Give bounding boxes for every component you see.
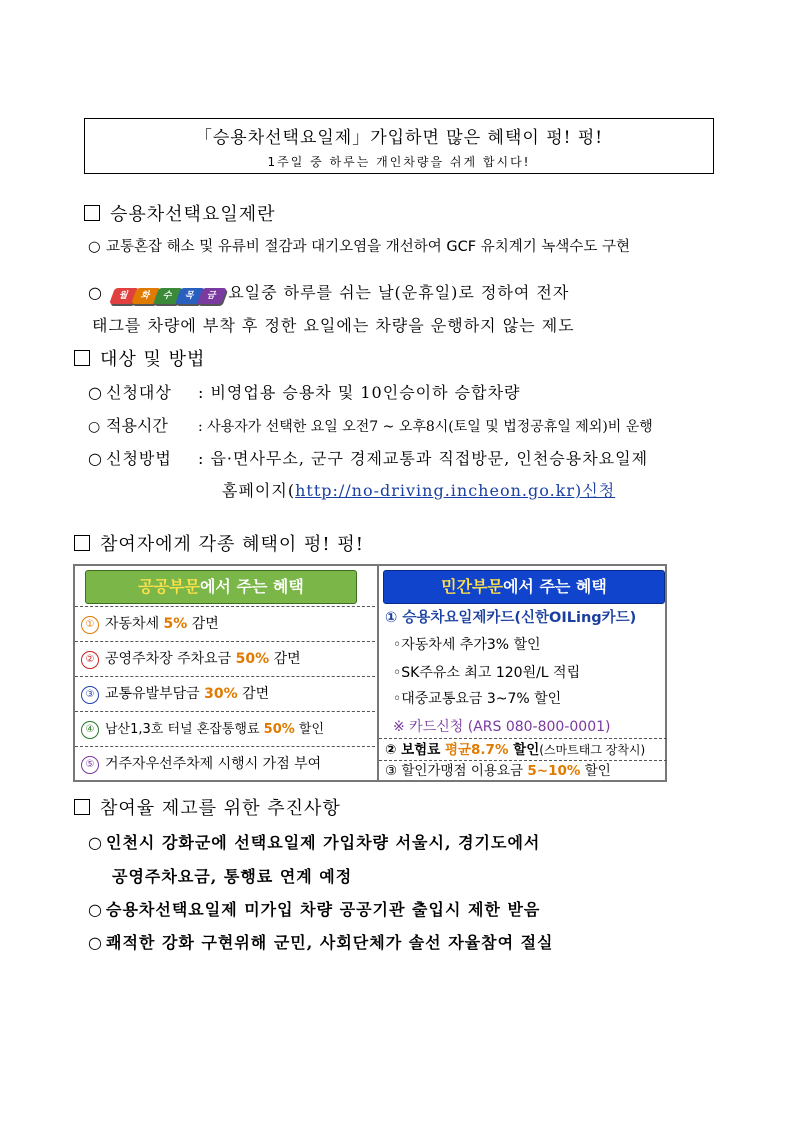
- circle-bullet-icon: ○: [88, 419, 101, 435]
- public-benefit-row: ① 자동차세 5% 감면: [75, 606, 375, 641]
- circle-bullet-icon: ○: [88, 933, 103, 952]
- private-card-item-2: ◦SK주유소 최고 120원/L 적립: [393, 665, 581, 681]
- circled-number: ③: [81, 686, 99, 704]
- s4-item-3: ○ 쾌적한 강화 구현위해 군민, 사회단체가 솔선 자율참여 절실: [88, 933, 554, 952]
- private-card-title: ① 승용차요일제카드(신한OILing카드): [385, 610, 637, 626]
- weekday-tag: 금: [197, 288, 227, 304]
- s1-bullet-1: ○ 교통혼잡 해소 및 유류비 절감과 대기오염을 개선하여 GCF 유치계기 녹색수도 구현: [88, 239, 631, 255]
- s2-method: ○ 신청방법 : 읍·면사무소, 군구 경제교통과 직접방문, 인천승용차요일제: [88, 449, 649, 468]
- s4-item-1-cont: 공영주차요금, 통행료 연계 예정: [112, 867, 353, 886]
- circle-bullet-icon: ○: [88, 449, 103, 468]
- circle-bullet-icon: ○: [88, 383, 103, 402]
- weekday-tag: 월: [109, 288, 139, 304]
- homepage-link[interactable]: http://no-driving.incheon.go.kr)신청: [295, 481, 616, 500]
- private-shop: ③ 할인가맹점 이용요금 5~10% 할인: [379, 760, 667, 780]
- checkbox-square-icon: [84, 205, 100, 221]
- circled-number: ①: [81, 616, 99, 634]
- page-subtitle: 1주일 중 하루는 개인차량을 쉬게 합시다!: [267, 155, 531, 169]
- weekday-tag: 화: [131, 288, 161, 304]
- weekday-tag: 목: [175, 288, 205, 304]
- circled-number: ②: [81, 651, 99, 669]
- public-benefits-header: 공공부문에서 주는 혜택: [85, 570, 357, 604]
- checkbox-square-icon: [74, 350, 90, 366]
- circle-bullet-icon: ○: [88, 239, 101, 255]
- section-heading-3: 참여자에게 각종 혜택이 펑! 펑!: [74, 530, 364, 556]
- public-benefit-row: ② 공영주차장 주차요금 50% 감면: [75, 641, 375, 676]
- weekday-tag: 수: [153, 288, 183, 304]
- page-title: 「승용차선택요일제」가입하면 많은 혜택이 펑! 펑!: [194, 128, 604, 148]
- s1-bullet-2: ○ 월 화 수 목 금 요일중 하루를 쉬는 날(운휴일)로 정하여 전자: [88, 283, 570, 302]
- benefits-table: [73, 564, 667, 782]
- section-heading-1: 승용차선택요일제란: [84, 200, 276, 226]
- section-heading-2: 대상 및 방법: [74, 345, 205, 371]
- public-benefit-row: ③ 교통유발부담금 30% 감면: [75, 676, 375, 711]
- s2-time: ○ 적용시간 : 사용자가 선택한 요일 오전7 ~ 오후8시(토일 및 법정공휴일 제외)비 운행: [88, 416, 653, 435]
- private-benefits-header: 민간부문에서 주는 혜택: [383, 570, 665, 604]
- s1-bullet-2-cont: 태그를 차량에 부착 후 정한 요일에는 차량을 운행하지 않는 제도: [92, 316, 575, 335]
- private-card-item-1: ◦자동차세 추가3% 할인: [393, 637, 541, 653]
- weekday-tags: [112, 283, 222, 302]
- s2-target: ○ 신청대상 : 비영업용 승용차 및 10인승이하 승합차량: [88, 383, 521, 402]
- circle-bullet-icon: ○: [88, 900, 103, 919]
- circle-bullet-icon: ○: [88, 833, 103, 852]
- circle-bullet-icon: ○: [88, 283, 103, 302]
- checkbox-square-icon: [74, 535, 90, 551]
- circled-number: ⑤: [81, 756, 99, 774]
- private-card-item-3: ◦대중교통요금 3~7% 할인: [393, 691, 562, 707]
- public-benefit-row: ④ 남산1,3호 터널 혼잡통행료 50% 할인: [75, 711, 375, 746]
- private-benefits-column: [377, 566, 667, 780]
- card-apply-note: ※ 카드신청 (ARS 080-800-0001): [393, 719, 611, 735]
- checkbox-square-icon: [74, 799, 90, 815]
- public-benefits-column: [75, 566, 375, 780]
- s4-item-1: ○ 인천시 강화군에 선택요일제 가입차량 서울시, 경기도에서: [88, 833, 541, 852]
- section-heading-4: 참여율 제고를 위한 추진사항: [74, 794, 341, 820]
- circled-number: ④: [81, 721, 99, 739]
- s4-item-2: ○ 승용차선택요일제 미가입 차량 공공기관 출입시 제한 받음: [88, 900, 541, 919]
- public-benefit-row: ⑤ 거주자우선주차제 시행시 가점 부여: [75, 746, 375, 780]
- s2-method-cont: 홈페이지(http://no-driving.incheon.go.kr)신청: [222, 481, 616, 500]
- private-insurance: ② 보험료 평균8.7% 할인(스마트태그 장착시): [379, 738, 667, 760]
- title-box: [84, 118, 714, 174]
